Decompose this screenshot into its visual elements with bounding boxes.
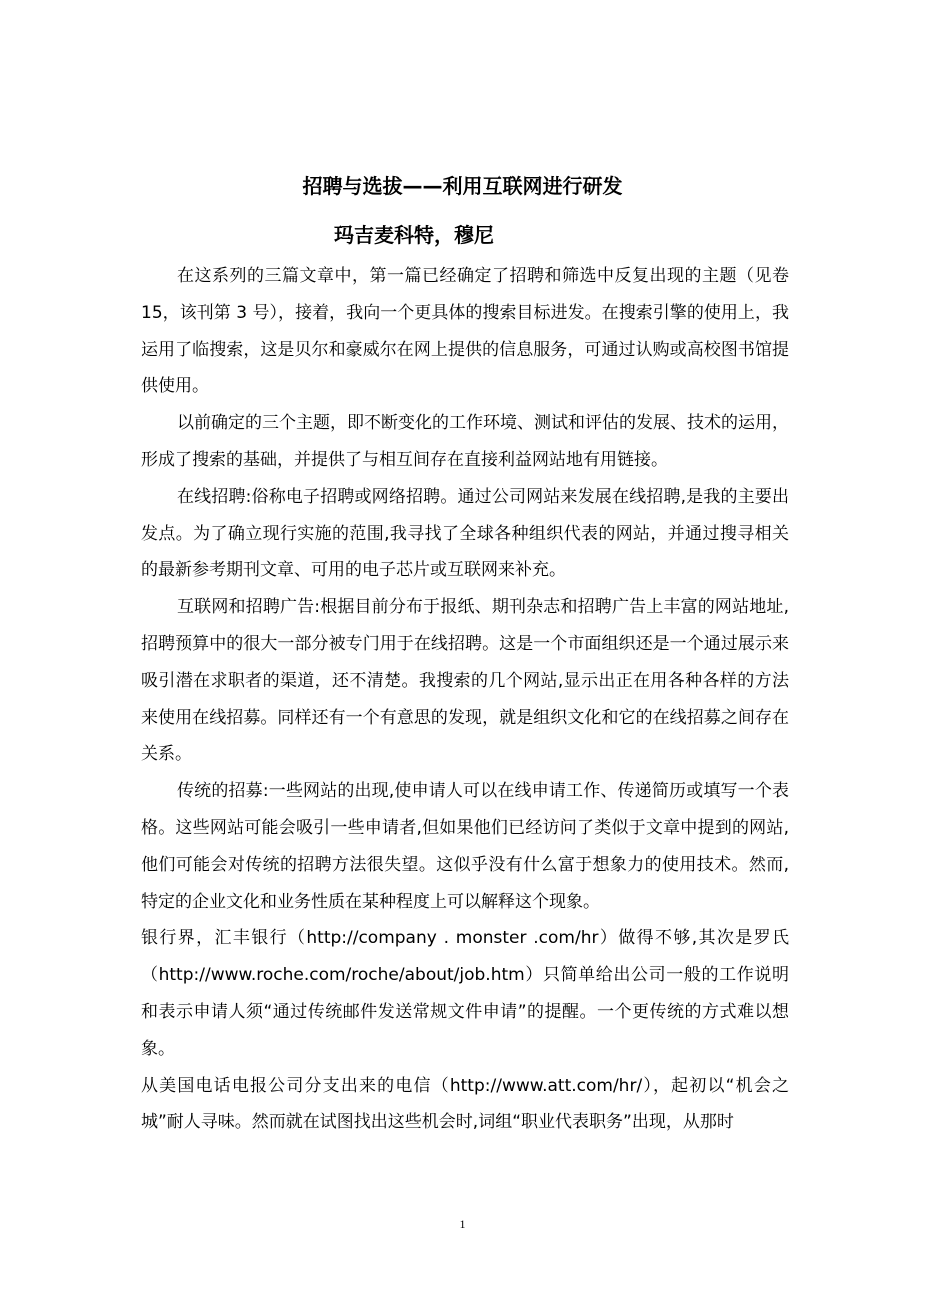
page-number: 1 <box>459 1217 466 1231</box>
document-body <box>141 258 789 1141</box>
document-authors: 玛吉麦科特，穆尼 <box>334 223 494 247</box>
paragraph: 互联网和招聘广告:根据目前分布于报纸、期刊杂志和招聘广告上丰富的网站地址,招聘预算中的很大一部分被专门用于在线招聘。这是一个市面组织还是一个通过展示来吸引潜在求职者的渠道，还不清楚。我搜索的几个网站,显示出正在用各种各样的方法来使用在线招募。同样还有一个有意思的发现，就是组织文化和它的在线招募之间存在关系。 <box>141 597 789 765</box>
document-title: 招聘与选拔——利用互联网进行研发 <box>302 174 623 198</box>
paragraph: 在这系列的三篇文章中，第一篇已经确定了招聘和筛选中反复出现的主题（见卷 15，该刊第 3 号），接着，我向一个更具体的搜索目标进发。在搜索引擎的使用上，我运用了临搜索，这是贝尔和豪威尔在网上提供的信息服务，可通过认购或高校图书馆提供使用。 <box>141 266 789 397</box>
paragraph: 银行界，汇丰银行（http://company . monster .com/hr）做得不够,其次是罗氏（http://www.roche.com/roche/about/job.htm）只简单给出公司一般的工作说明和表示申请人须“通过传统邮件发送常规文件申请”的提醒。一个更传统的方式难以想象。 <box>141 928 789 1059</box>
paragraph: 从美国电话电报公司分支出来的电信（http://www.att.com/hr/），起初以“机会之城”耐人寻味。然而就在试图找出这些机会时,词组“职业代表职务”出现，从那时 <box>141 1075 789 1133</box>
paragraph: 在线招聘:俗称电子招聘或网络招聘。通过公司网站来发展在线招聘,是我的主要出发点。为了确立现行实施的范围,我寻找了全球各种组织代表的网站，并通过搜寻相关的最新参考期刊文章、可用的电子芯片或互联网来补充。 <box>141 486 789 581</box>
paragraph: 传统的招募:一些网站的出现,使申请人可以在线申请工作、传递简历或填写一个表格。这些网站可能会吸引一些申请者,但如果他们已经访问了类似于文章中提到的网站,他们可能会对传统的招聘方法很失望。这似乎没有什么富于想象力的使用技术。然而,特定的企业文化和业务性质在某种程度上可以解释这个现象。 <box>141 781 789 912</box>
paragraph: 以前确定的三个主题，即不断变化的工作环境、测试和评估的发展、技术的运用，形成了搜索的基础，并提供了与相互间存在直接利益网站地有用链接。 <box>141 413 789 470</box>
